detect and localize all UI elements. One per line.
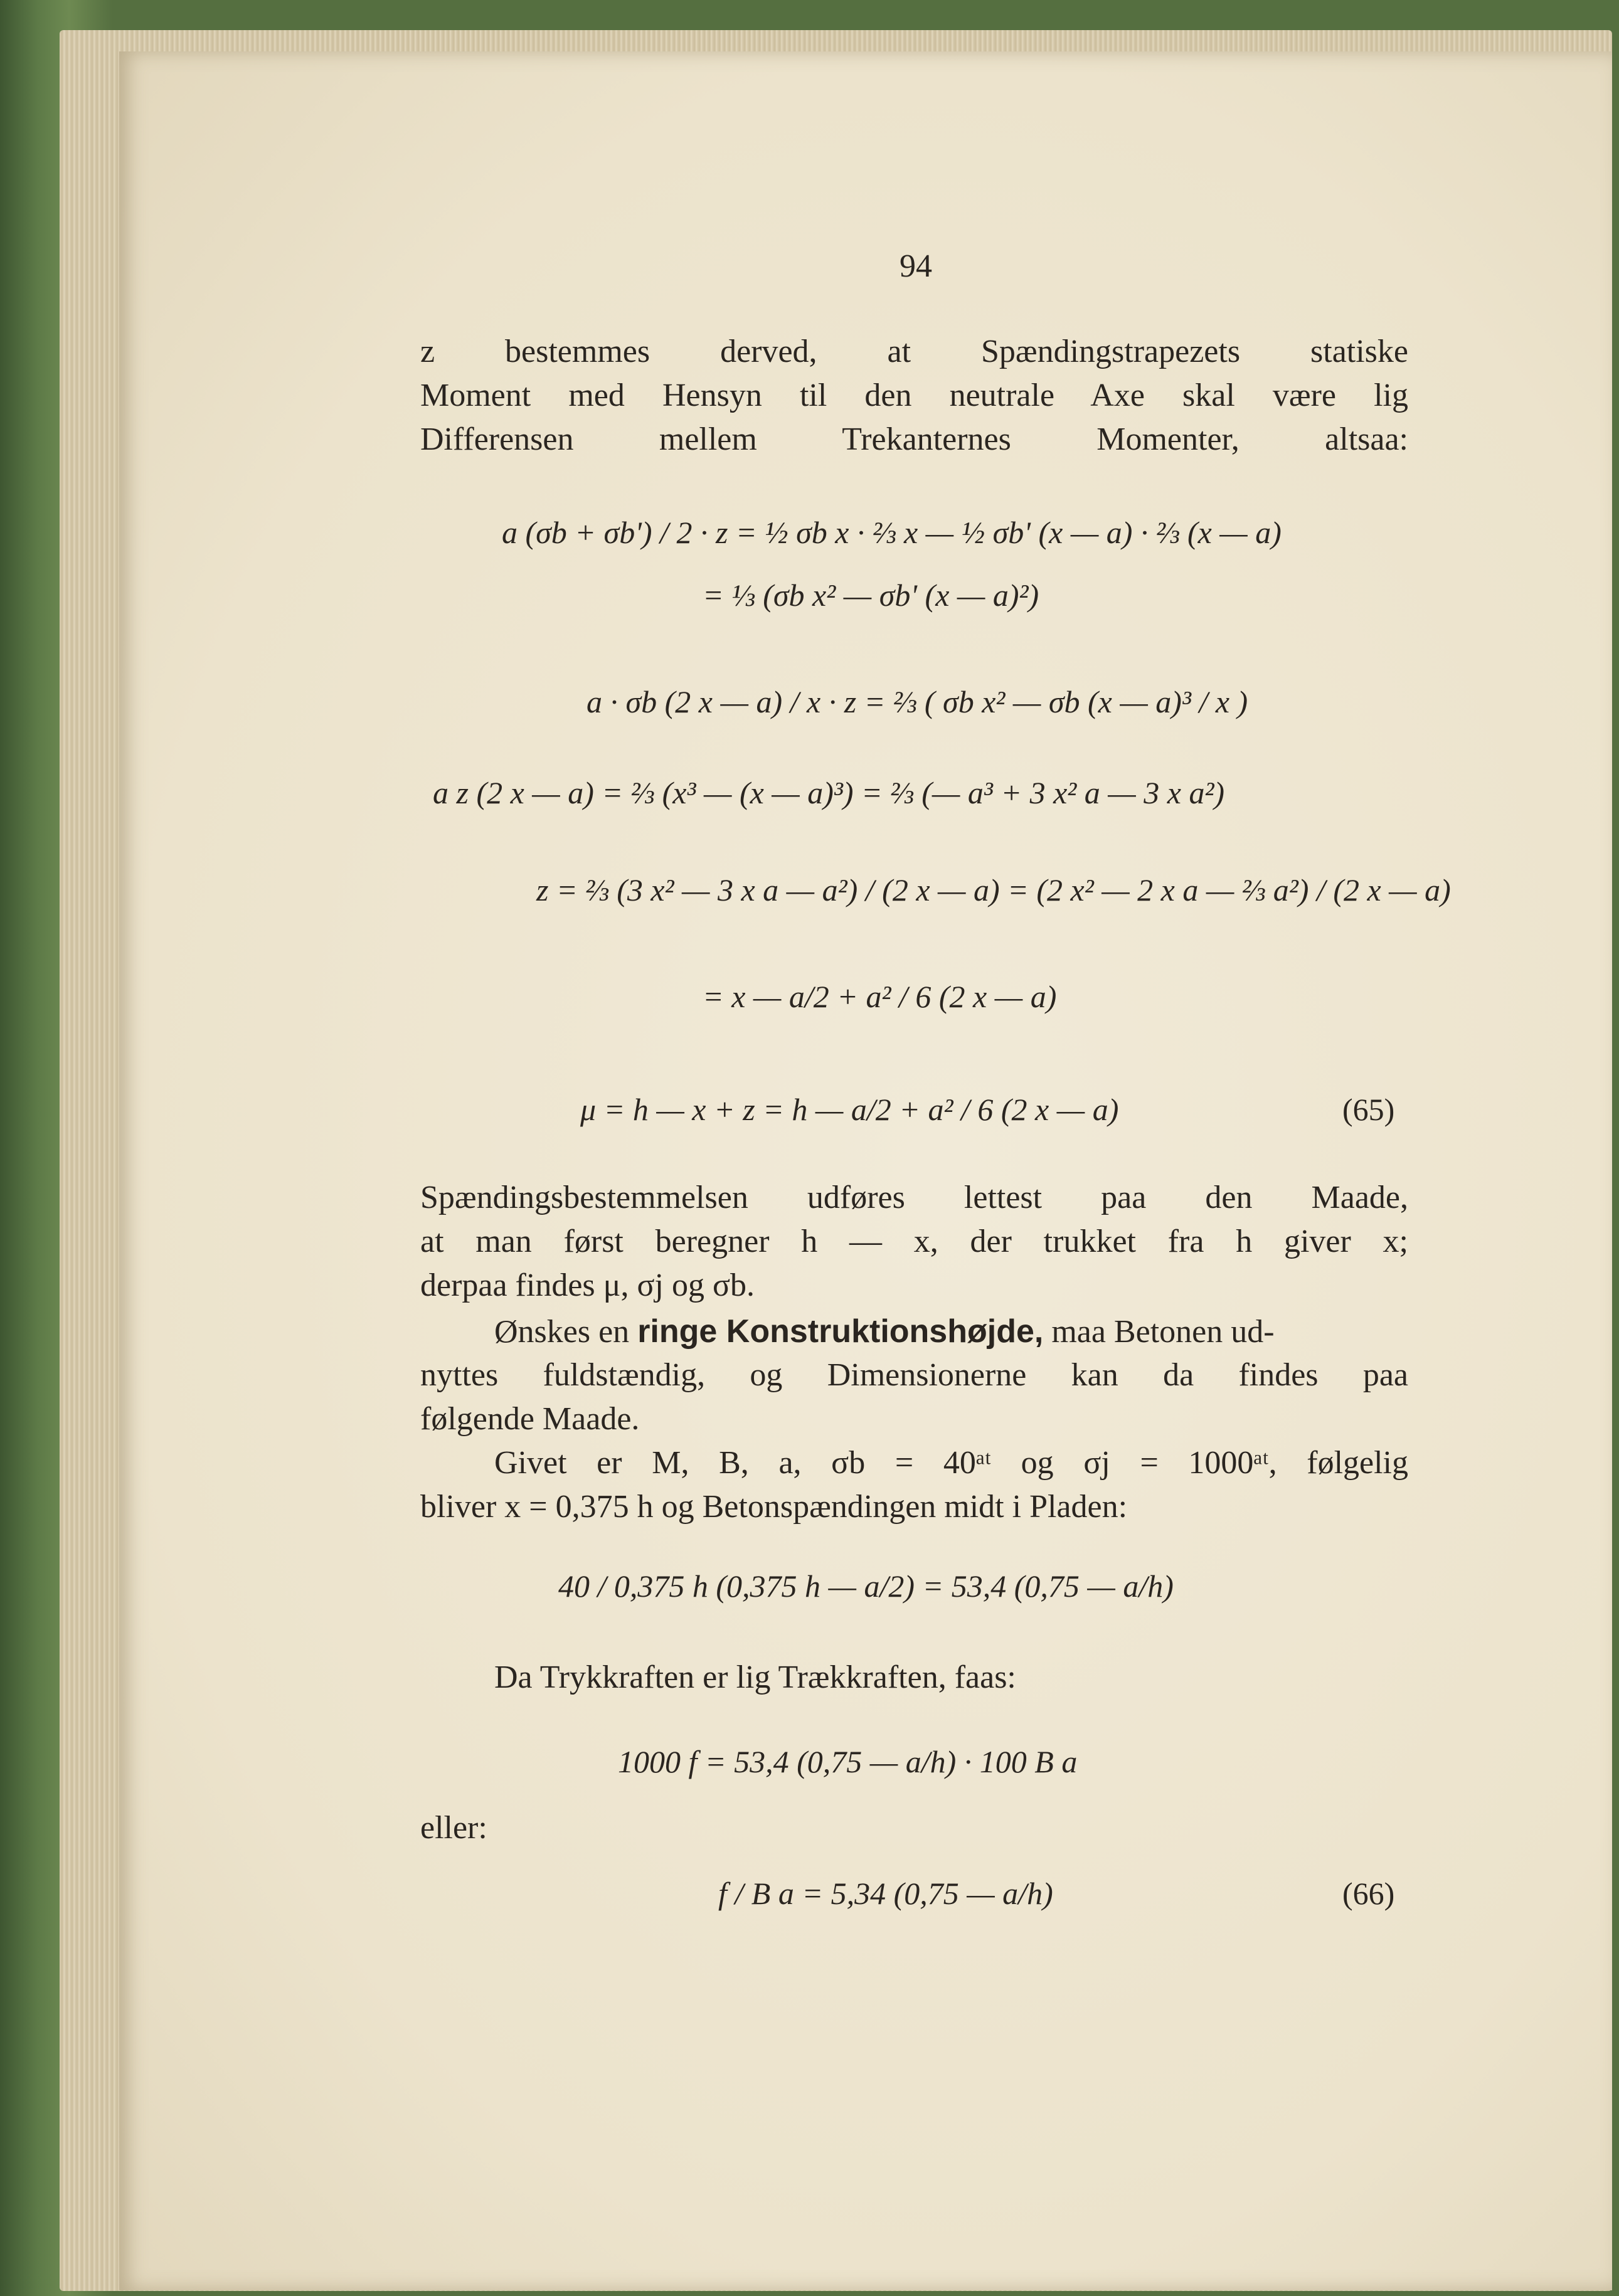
- paragraph-line: at man først beregner h — x, der trukket fra h giver x;: [420, 1224, 1408, 1259]
- paragraph-line: Spændingsbestemmelsen udføres lettest paa den Maade,: [420, 1180, 1408, 1215]
- paragraph-text: Ønskes en: [494, 1314, 630, 1350]
- paragraph-line: eller:: [420, 1810, 487, 1846]
- paragraph-line: [420, 1309, 1408, 1354]
- equation: 40 / 0,375 h (0,375 h — a/2) = 53,4 (0,75 — a/h): [558, 1569, 1174, 1604]
- equation: f / B a = 5,34 (0,75 — a/h): [718, 1876, 1053, 1911]
- equation: = x — a/2 + a² / 6 (2 x — a): [703, 979, 1057, 1014]
- equation: a · σb (2 x — a) / x · z = ⅔ ( σb x² — σb (x — a)³ / x ): [587, 684, 1248, 719]
- paragraph-line: z bestemmes derved, at Spændingstrapezets statiske: [420, 334, 1408, 369]
- equation-label: (65): [1342, 1092, 1395, 1127]
- paragraph-line: følgende Maade.: [420, 1401, 640, 1437]
- paragraph-line: Givet er M, B, a, σb = 40ᵃᵗ og σj = 1000ᵃᵗ, følgelig: [494, 1445, 1408, 1481]
- paragraph-text: maa Betonen ud-: [1051, 1314, 1275, 1350]
- equation: a (σb + σb') / 2 · z = ½ σb x · ⅔ x — ½ σb' (x — a) · ⅔ (x — a): [502, 515, 1282, 550]
- paragraph-line: Differensen mellem Trekanternes Momenter, altsaa:: [420, 421, 1408, 457]
- equation: z = ⅔ (3 x² — 3 x a — a²) / (2 x — a) = (2 x² — 2 x a — ⅔ a²) / (2 x — a): [536, 872, 1451, 907]
- paragraph-line: Da Trykkraften er lig Trækkraften, faas:: [494, 1659, 1016, 1695]
- paragraph-line: derpaa findes μ, σj og σb.: [420, 1267, 755, 1303]
- equation: a z (2 x — a) = ⅔ (x³ — (x — a)³) = ⅔ (— a³ + 3 x² a — 3 x a²): [433, 775, 1225, 810]
- paragraph-line: Moment med Hensyn til den neutrale Axe skal være lig: [420, 378, 1408, 413]
- paragraph-line: bliver x = 0,375 h og Betonspændingen midt i Pladen:: [420, 1489, 1128, 1525]
- equation-label: (66): [1342, 1876, 1395, 1911]
- emphasis-text: ringe Konstruktionshøjde,: [637, 1313, 1044, 1350]
- equation: 1000 f = 53,4 (0,75 — a/h) · 100 B a: [618, 1744, 1078, 1779]
- paragraph-line: nyttes fuldstændig, og Dimensionerne kan da findes paa: [420, 1357, 1408, 1393]
- page-number: 94: [900, 248, 932, 284]
- equation: = ⅓ (σb x² — σb' (x — a)²): [703, 578, 1039, 613]
- equation: μ = h — x + z = h — a/2 + a² / 6 (2 x — a): [580, 1092, 1119, 1127]
